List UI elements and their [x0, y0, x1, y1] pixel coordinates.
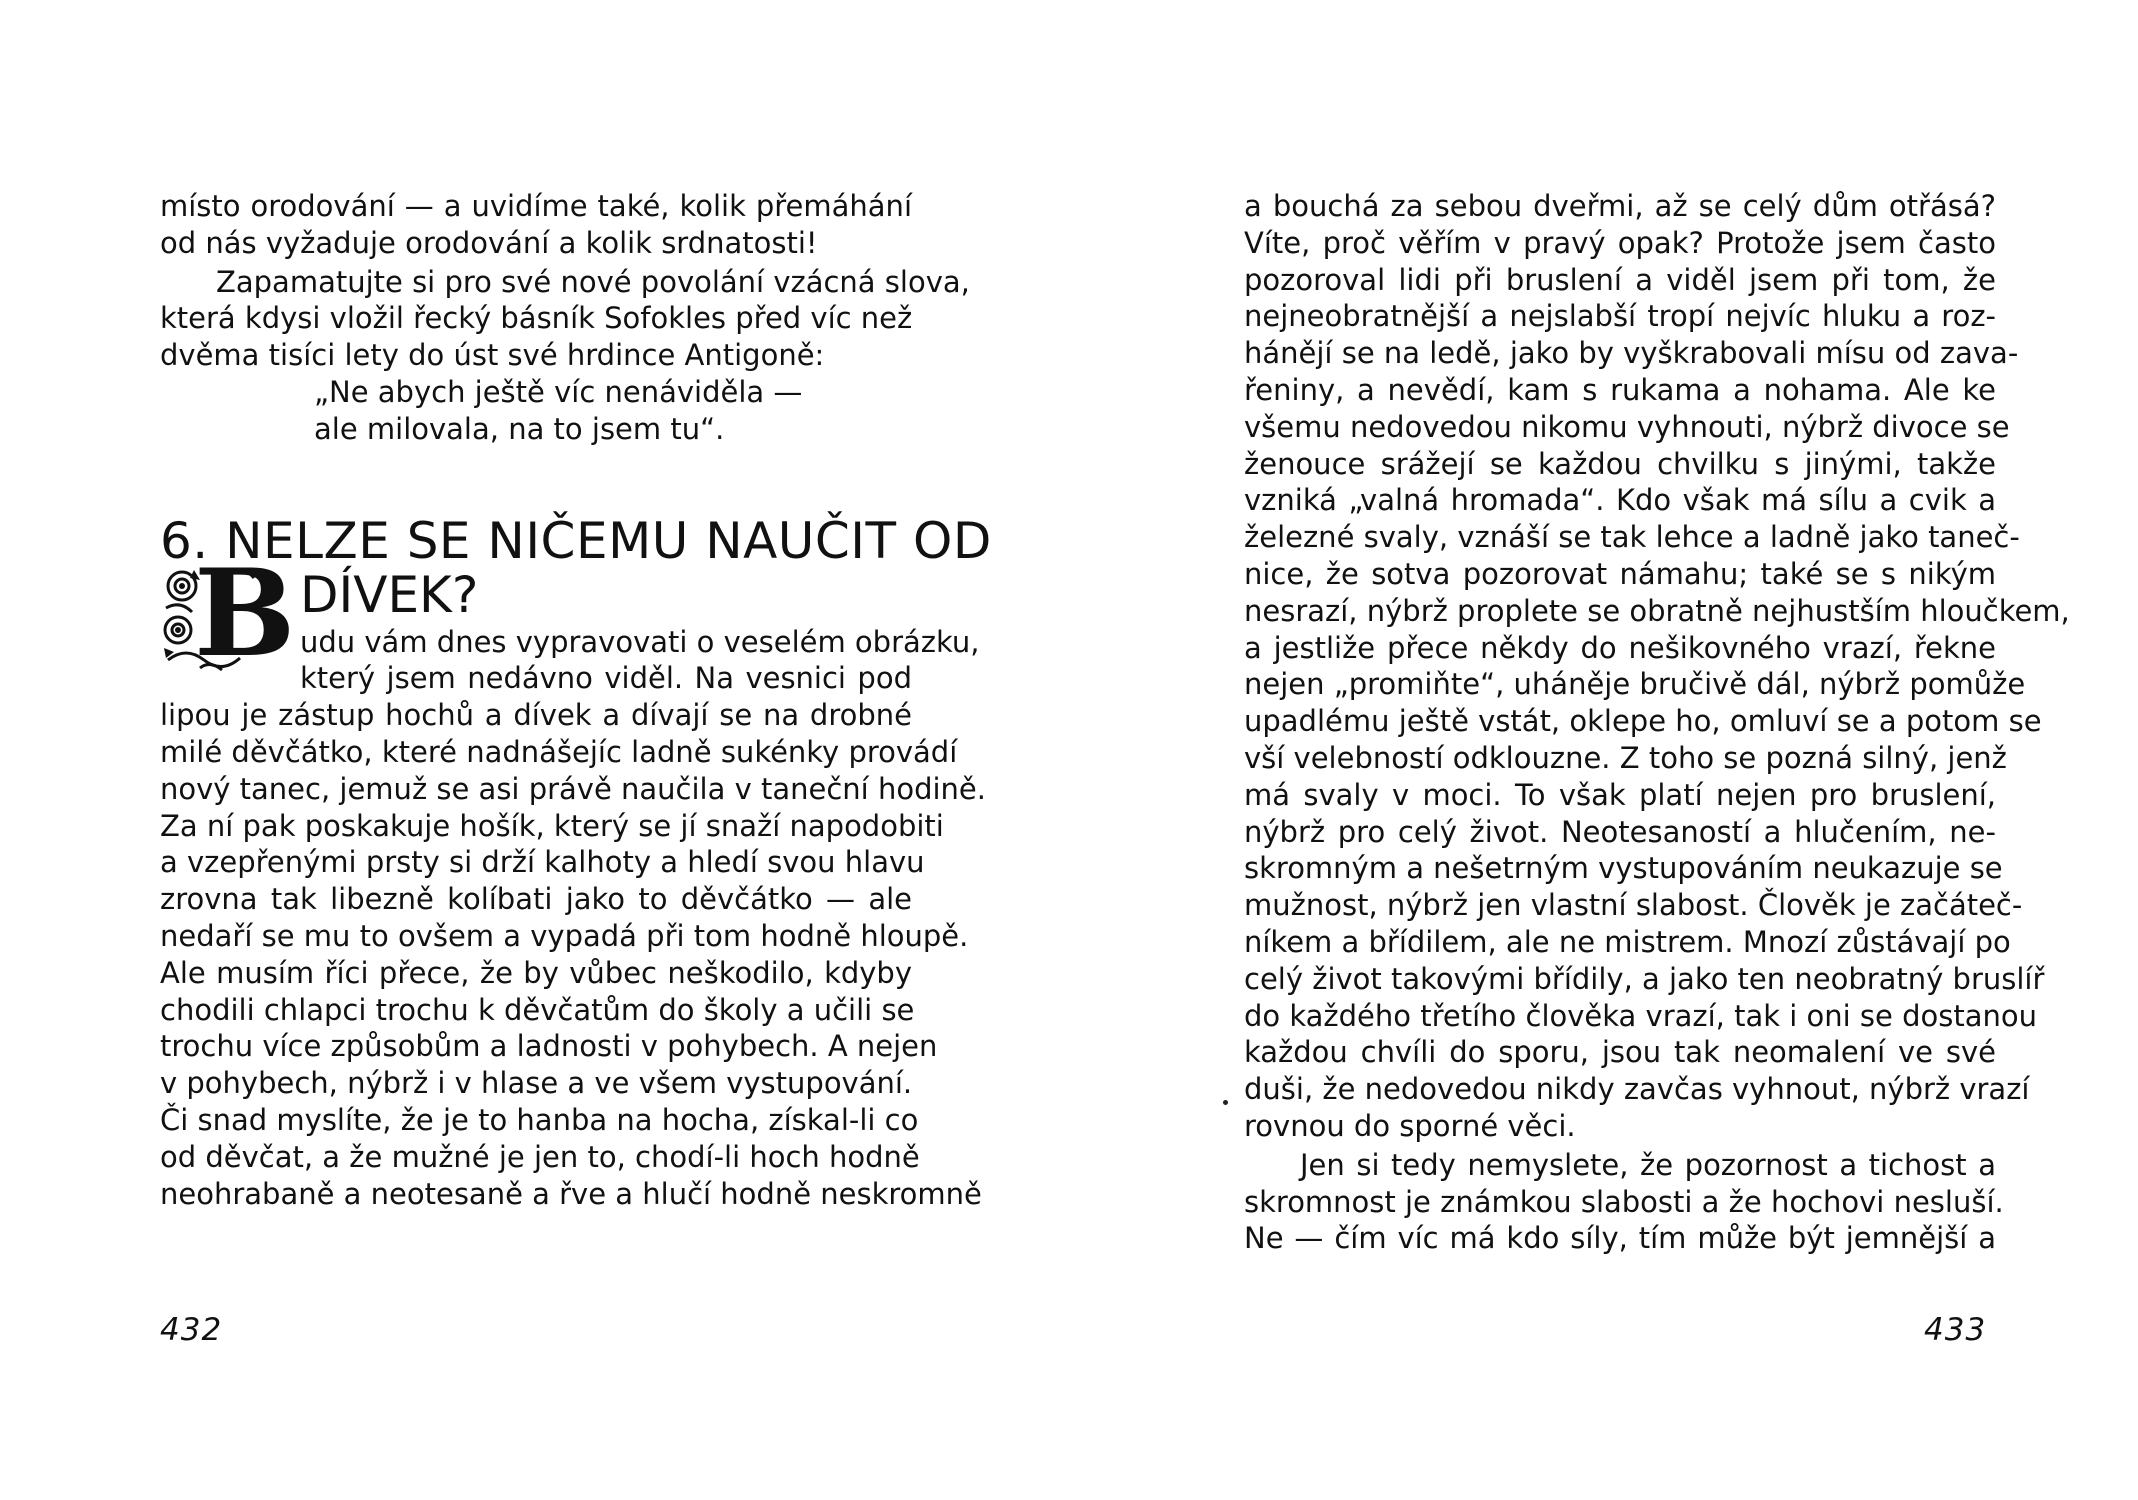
text-line: nice, že sotva pozorovat námahu; také se s nikým — [1244, 556, 1996, 591]
text-line: nejneobratnější a nejslabší tropí nejvíc hluku a roz- — [1244, 299, 1996, 334]
left-paragraph-1 — [160, 188, 912, 262]
page-number-right: 433 — [1924, 1312, 1987, 1348]
text-line: Za ní pak poskakuje hošík, který se jí snaží napodobiti — [160, 808, 944, 843]
chapter-heading-line-1: 6. NELZE SE NIČEMU NAUČIT OD — [160, 511, 992, 570]
text-line: Zapamatujte si pro své nové povolání vzácná slova, — [216, 264, 970, 299]
text-line: udu vám dnes vypravovati o veselém obrázku, — [300, 624, 980, 659]
text-line: dvěma tisíci lety do úst své hrdince Antigoně: — [160, 338, 825, 373]
text-line: nesrazí, nýbrž proplete se obratně nejhustším hloučkem, — [1244, 593, 2070, 628]
text-line: neohrabaně a neotesaně a řve a hlučí hodně neskromně — [160, 1176, 982, 1211]
text-line: nejen „promiňte“, uháněje bručivě dál, nýbrž pomůže — [1244, 667, 2026, 702]
text-line: Jen si tedy nemyslete, že pozornost a tichost a — [1300, 1147, 1996, 1182]
right-page — [1069, 0, 2138, 1500]
text-line: Ne — čím víc má kdo síly, tím může být jemnější a — [1244, 1221, 1996, 1256]
text-line: od nás vyžaduje orodování a kolik srdnatosti! — [160, 225, 818, 260]
text-line: který jsem nedávno viděl. Na vesnici pod — [300, 661, 912, 696]
text-line: Ale musím říci přece, že by vůbec neškodilo, kdyby — [160, 955, 912, 990]
text-line: upadlému ještě vstát, oklepe ho, omluví se a potom se — [1244, 704, 2042, 739]
left-text-column — [160, 188, 992, 1212]
text-line: od děvčat, a že mužné je jen to, chodí-li hoch hodně — [160, 1139, 920, 1174]
quote-line: ale milovala, na to jsem tu“. — [314, 411, 725, 446]
text-line: chodili chlapci trochu k děvčatům do školy a učili se — [160, 992, 915, 1027]
initial-letter: B — [194, 542, 296, 684]
text-line: zrovna tak libezně kolíbati jako to děvčátko — ale — [160, 882, 912, 917]
text-line: v pohybech, nýbrž i v hlase a ve všem vystupování. — [160, 1066, 913, 1101]
text-line: vší velebností odklouzne. Z toho se pozná silný, jenž — [1244, 740, 2007, 775]
text-line: nový tanec, jemuž se asi právě naučila v taneční hodině. — [160, 771, 986, 806]
text-line: železné svaly, vznáší se tak lehce a ladně jako taneč- — [1244, 520, 2020, 555]
text-line: celý život takovými břídily, a jako ten neobratný bruslíř — [1244, 961, 2045, 996]
text-line: nedaří se mu to ovšem a vypadá při tom hodně hloupě. — [160, 918, 969, 953]
text-line: skromným a nešetrným vystupováním neukazuje se — [1244, 851, 2003, 886]
right-text-column — [1244, 188, 2070, 1257]
page-number-left: 432 — [160, 1312, 223, 1348]
left-paragraph-2 — [160, 264, 970, 374]
text-line: trochu více způsobům a ladnosti v pohybech. A nejen — [160, 1029, 938, 1064]
text-line: a bouchá za sebou dveřmi, až se celý dům otřásá? — [1244, 189, 1996, 223]
right-paragraph-1 — [1244, 188, 2070, 1145]
text-line: má svaly v moci. To však platí nejen pro bruslení, — [1244, 777, 1996, 812]
chapter-opening — [160, 542, 986, 1213]
text-line: a jestliže přece někdy do nešikovného vrazí, řekne — [1244, 630, 1996, 665]
chapter-heading-line-2: DÍVEK? — [300, 565, 479, 624]
text-line: každou chvíli do sporu, jsou tak neomalení ve své — [1244, 1035, 1996, 1070]
text-line: milé děvčátko, které nadnášejíc ladně sukénky provádí — [160, 734, 958, 769]
right-paragraph-2 — [1244, 1147, 2004, 1257]
text-line: ženouce srážejí se každou chvilku s jinými, takže — [1244, 446, 1996, 481]
text-line: řeniny, a nevědí, kam s rukama a nohama. Ale ke — [1244, 372, 1996, 407]
text-line: pozoroval lidi při bruslení a viděl jsem při tom, že — [1244, 262, 1996, 297]
text-line: všemu nedovedou nikomu vyhnouti, nýbrž divoce se — [1244, 409, 2010, 444]
text-line: Či snad myslíte, že je to hanba na hocha, získal-li co — [160, 1102, 919, 1137]
text-line: hánějí se na ledě, jako by vyškrabovali mísu od zava- — [1244, 336, 2019, 371]
text-line: nýbrž pro celý život. Neotesaností a hlučením, ne- — [1244, 814, 1996, 849]
text-line: rovnou do sporné věci. — [1244, 1108, 1576, 1143]
text-line: do každého třetího člověka vrazí, tak i oni se dostanou — [1244, 998, 2037, 1033]
text-line: skromnost je známkou slabosti a že hochovi nesluší. — [1244, 1184, 2004, 1219]
decorative-initial — [160, 542, 296, 684]
quote-line: „Ne abych ještě víc nenáviděla — — [314, 374, 803, 409]
text-line: vzniká „valná hromada“. Kdo však má sílu a cvik a — [1244, 483, 1996, 518]
text-line: mužnost, nýbrž jen vlastní slabost. Člověk je začáteč- — [1244, 888, 2023, 923]
text-line: Víte, proč věřím v pravý opak? Protože jsem často — [1244, 225, 1996, 260]
antigone-quote — [160, 374, 912, 448]
text-line: místo orodování — a uvidíme také, kolik přemáhání — [160, 189, 912, 223]
text-line: která kdysi vložil řecký básník Sofokles před víc než — [160, 301, 913, 336]
text-line: duši, že nedovedou nikdy zavčas vyhnout, nýbrž vrazí — [1244, 1072, 2030, 1107]
margin-mark — [1223, 1100, 1228, 1105]
text-line: a vzepřenými prsty si drží kalhoty a hledí svou hlavu — [160, 845, 925, 880]
text-line: níkem a břídilem, ale ne mistrem. Mnozí zůstávají po — [1244, 924, 2011, 959]
text-line: lipou je zástup hochů a dívek a dívají se na drobné — [160, 698, 912, 733]
